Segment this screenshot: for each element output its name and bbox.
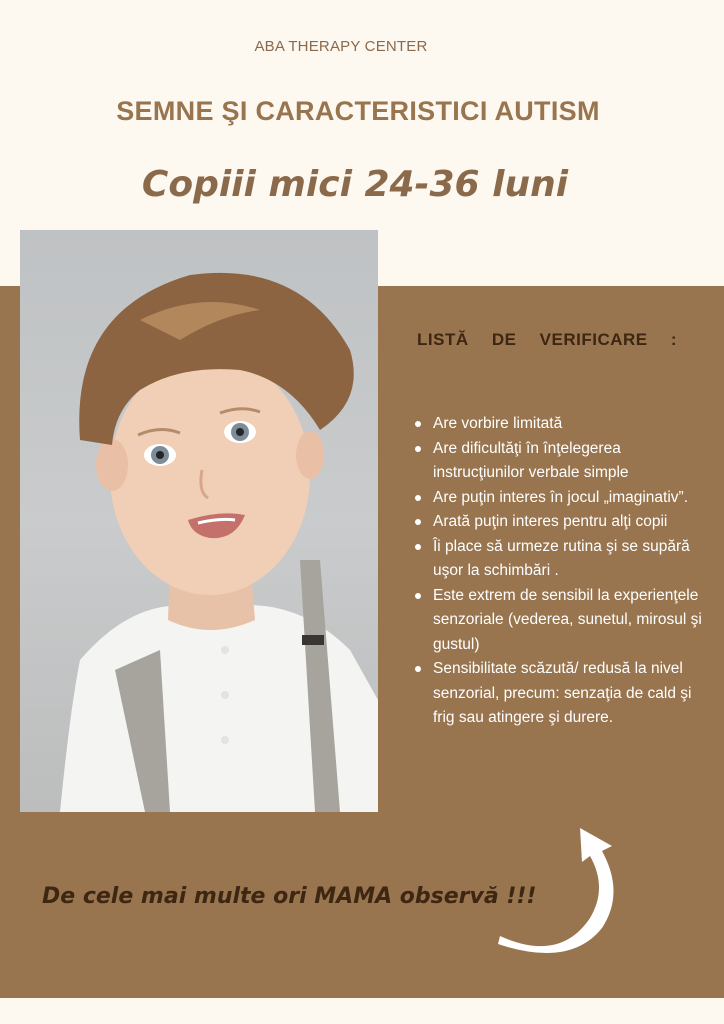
checklist-title: LISTĂ DE VERIFICARE : xyxy=(417,330,678,349)
face xyxy=(110,355,310,595)
checklist-item: Îi place să urmeze rutina şi se supără uşor la schimbări . xyxy=(412,535,712,584)
checklist-item: Este extrem de sensibil la experienţele senzoriale (vederea, sunetul, mirosul şi gustul) xyxy=(412,584,712,658)
checklist-item: Are dificultăţi în înţelegerea instrucţiunilor verbale simple xyxy=(412,437,712,486)
footer-message: De cele mai multe ori MAMA observă !!! xyxy=(42,884,537,909)
page-subtitle: Copiii mici 24-36 luni xyxy=(141,164,569,205)
checklist xyxy=(412,412,712,731)
checklist-item: Are vorbire limitată xyxy=(412,412,712,437)
checklist-item: Are puţin interes în jocul „imaginativ”. xyxy=(412,486,712,511)
child-photo xyxy=(20,230,378,812)
bottom-strip xyxy=(0,998,724,1024)
organization-name: ABA THERAPY CENTER xyxy=(254,38,428,55)
page-title: SEMNE ŞI CARACTERISTICI AUTISM xyxy=(116,96,600,126)
checklist-item: Arată puţin interes pentru alţi copii xyxy=(412,510,712,535)
curved-arrow-up-icon xyxy=(490,818,640,958)
checklist-item: Sensibilitate scăzută/ redusă la nivel senzorial, precum: senzaţia de cald şi frig sau atingere şi durere. xyxy=(412,657,712,731)
